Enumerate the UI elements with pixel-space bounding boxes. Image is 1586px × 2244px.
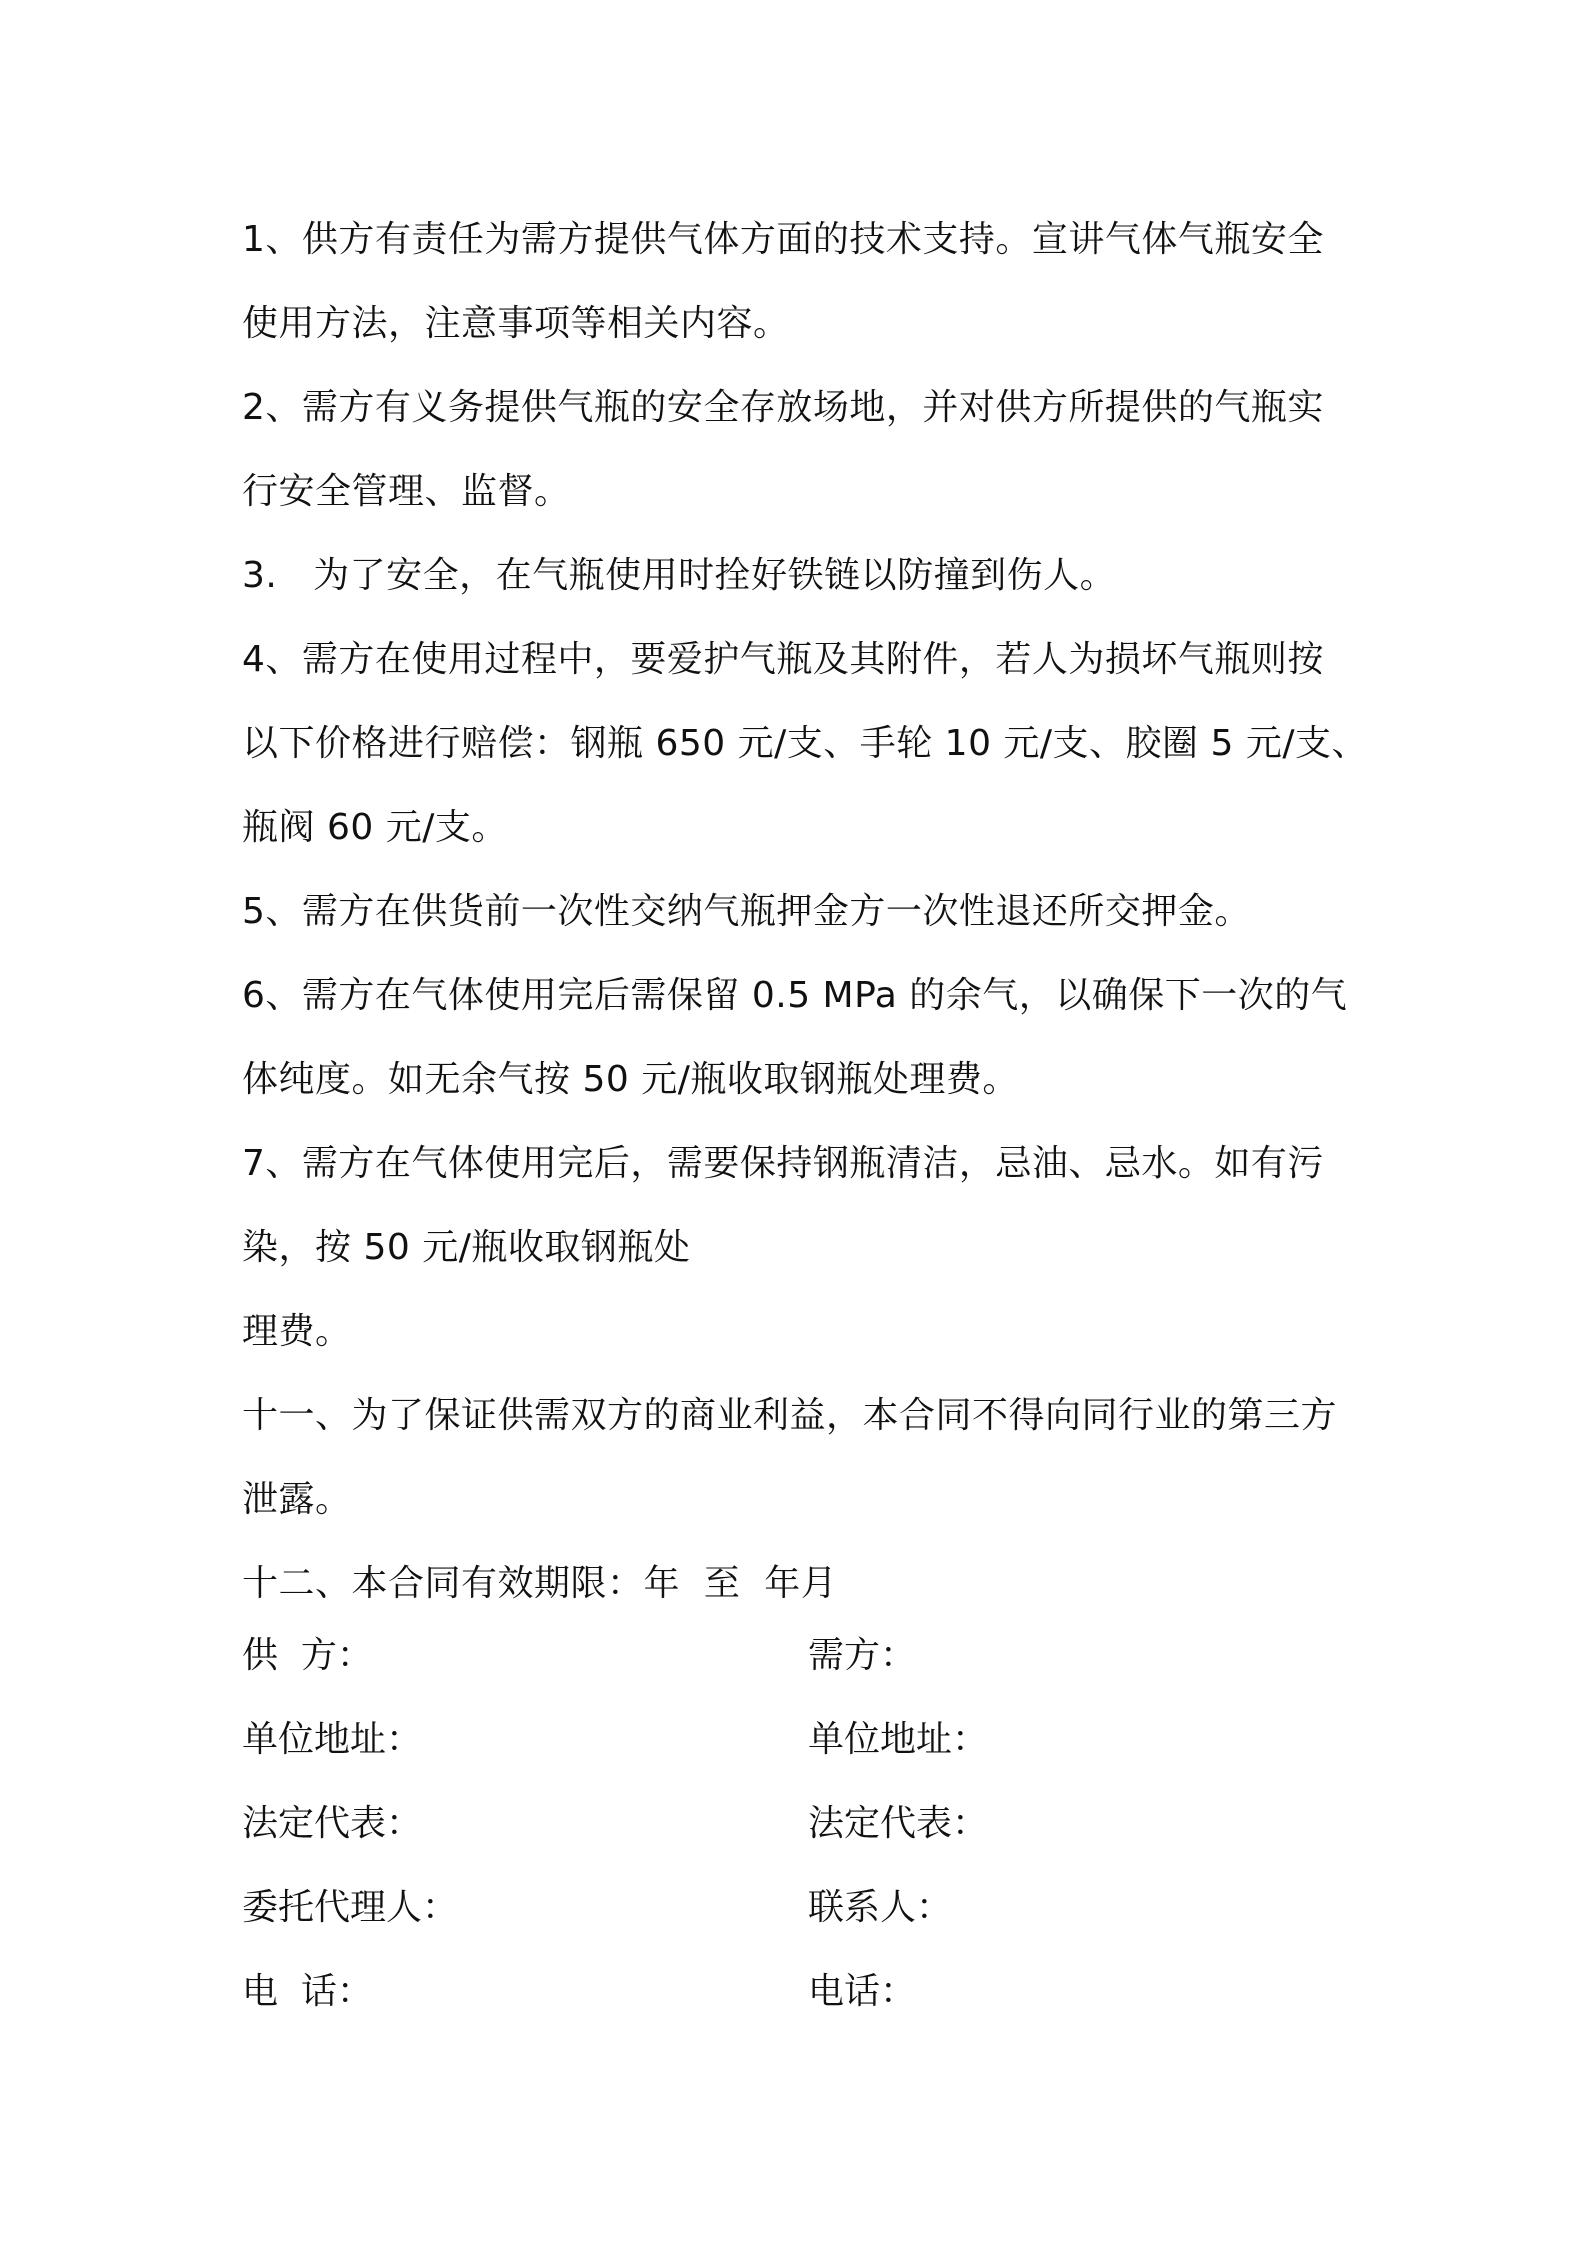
text-line: 以下价格进行赔偿：钢瓶 650 元/支、手轮 10 元/支、胶圈 5 元/支、 bbox=[242, 723, 1368, 764]
signature-row bbox=[242, 1950, 1362, 2034]
text-line: 十一、为了保证供需双方的商业利益，本合同不得向同行业的第三方 bbox=[242, 1395, 1338, 1436]
contract-clauses bbox=[242, 198, 1368, 1626]
text-line: 3. 为了安全，在气瓶使用时拴好铁链以防撞到伤人。 bbox=[242, 555, 1117, 596]
buyer-contact-label: 联系人： bbox=[808, 1887, 953, 1928]
text-line: 4、需方在使用过程中，要爱护气瓶及其附件，若人为损坏气瓶则按 bbox=[242, 639, 1324, 680]
supplier-legal-rep-label: 法定代表： bbox=[242, 1803, 423, 1844]
text-line: 瓶阀 60 元/支。 bbox=[242, 807, 508, 848]
text-line: 体纯度。如无余气按 50 元/瓶收取钢瓶处理费。 bbox=[242, 1059, 1019, 1100]
signature-block bbox=[242, 1614, 1362, 2034]
text-line: 行安全管理、监督。 bbox=[242, 471, 571, 512]
signature-row bbox=[242, 1698, 1362, 1782]
supplier-phone-label: 电 话： bbox=[242, 1971, 373, 2012]
text-line: 6、需方在气体使用完后需保留 0.5 MPa 的余气，以确保下一次的气 bbox=[242, 975, 1348, 1016]
text-line: 理费。 bbox=[242, 1311, 352, 1352]
buyer-legal-rep-label: 法定代表： bbox=[808, 1803, 989, 1844]
text-line: 染，按 50 元/瓶收取钢瓶处 bbox=[242, 1227, 691, 1268]
text-line: 1、供方有责任为需方提供气体方面的技术支持。宣讲气体气瓶安全 bbox=[242, 219, 1324, 260]
supplier-label: 供 方： bbox=[242, 1635, 373, 1676]
buyer-address-label: 单位地址： bbox=[808, 1719, 989, 1760]
supplier-address-label: 单位地址： bbox=[242, 1719, 423, 1760]
text-line: 5、需方在供货前一次性交纳气瓶押金方一次性退还所交押金。 bbox=[242, 891, 1251, 932]
signature-row bbox=[242, 1782, 1362, 1866]
text-line: 使用方法，注意事项等相关内容。 bbox=[242, 303, 790, 344]
signature-row bbox=[242, 1866, 1362, 1950]
signature-row bbox=[242, 1614, 1362, 1698]
text-line: 2、需方有义务提供气瓶的安全存放场地，并对供方所提供的气瓶实 bbox=[242, 387, 1324, 428]
buyer-phone-label: 电话： bbox=[808, 1971, 917, 2012]
buyer-label: 需方： bbox=[808, 1635, 917, 1676]
supplier-agent-label: 委托代理人： bbox=[242, 1887, 459, 1928]
text-line: 7、需方在气体使用完后，需要保持钢瓶清洁，忌油、忌水。如有污 bbox=[242, 1143, 1324, 1184]
text-line: 泄露。 bbox=[242, 1479, 352, 1520]
text-line: 十二、本合同有效期限：年 至 年月 bbox=[242, 1563, 838, 1604]
